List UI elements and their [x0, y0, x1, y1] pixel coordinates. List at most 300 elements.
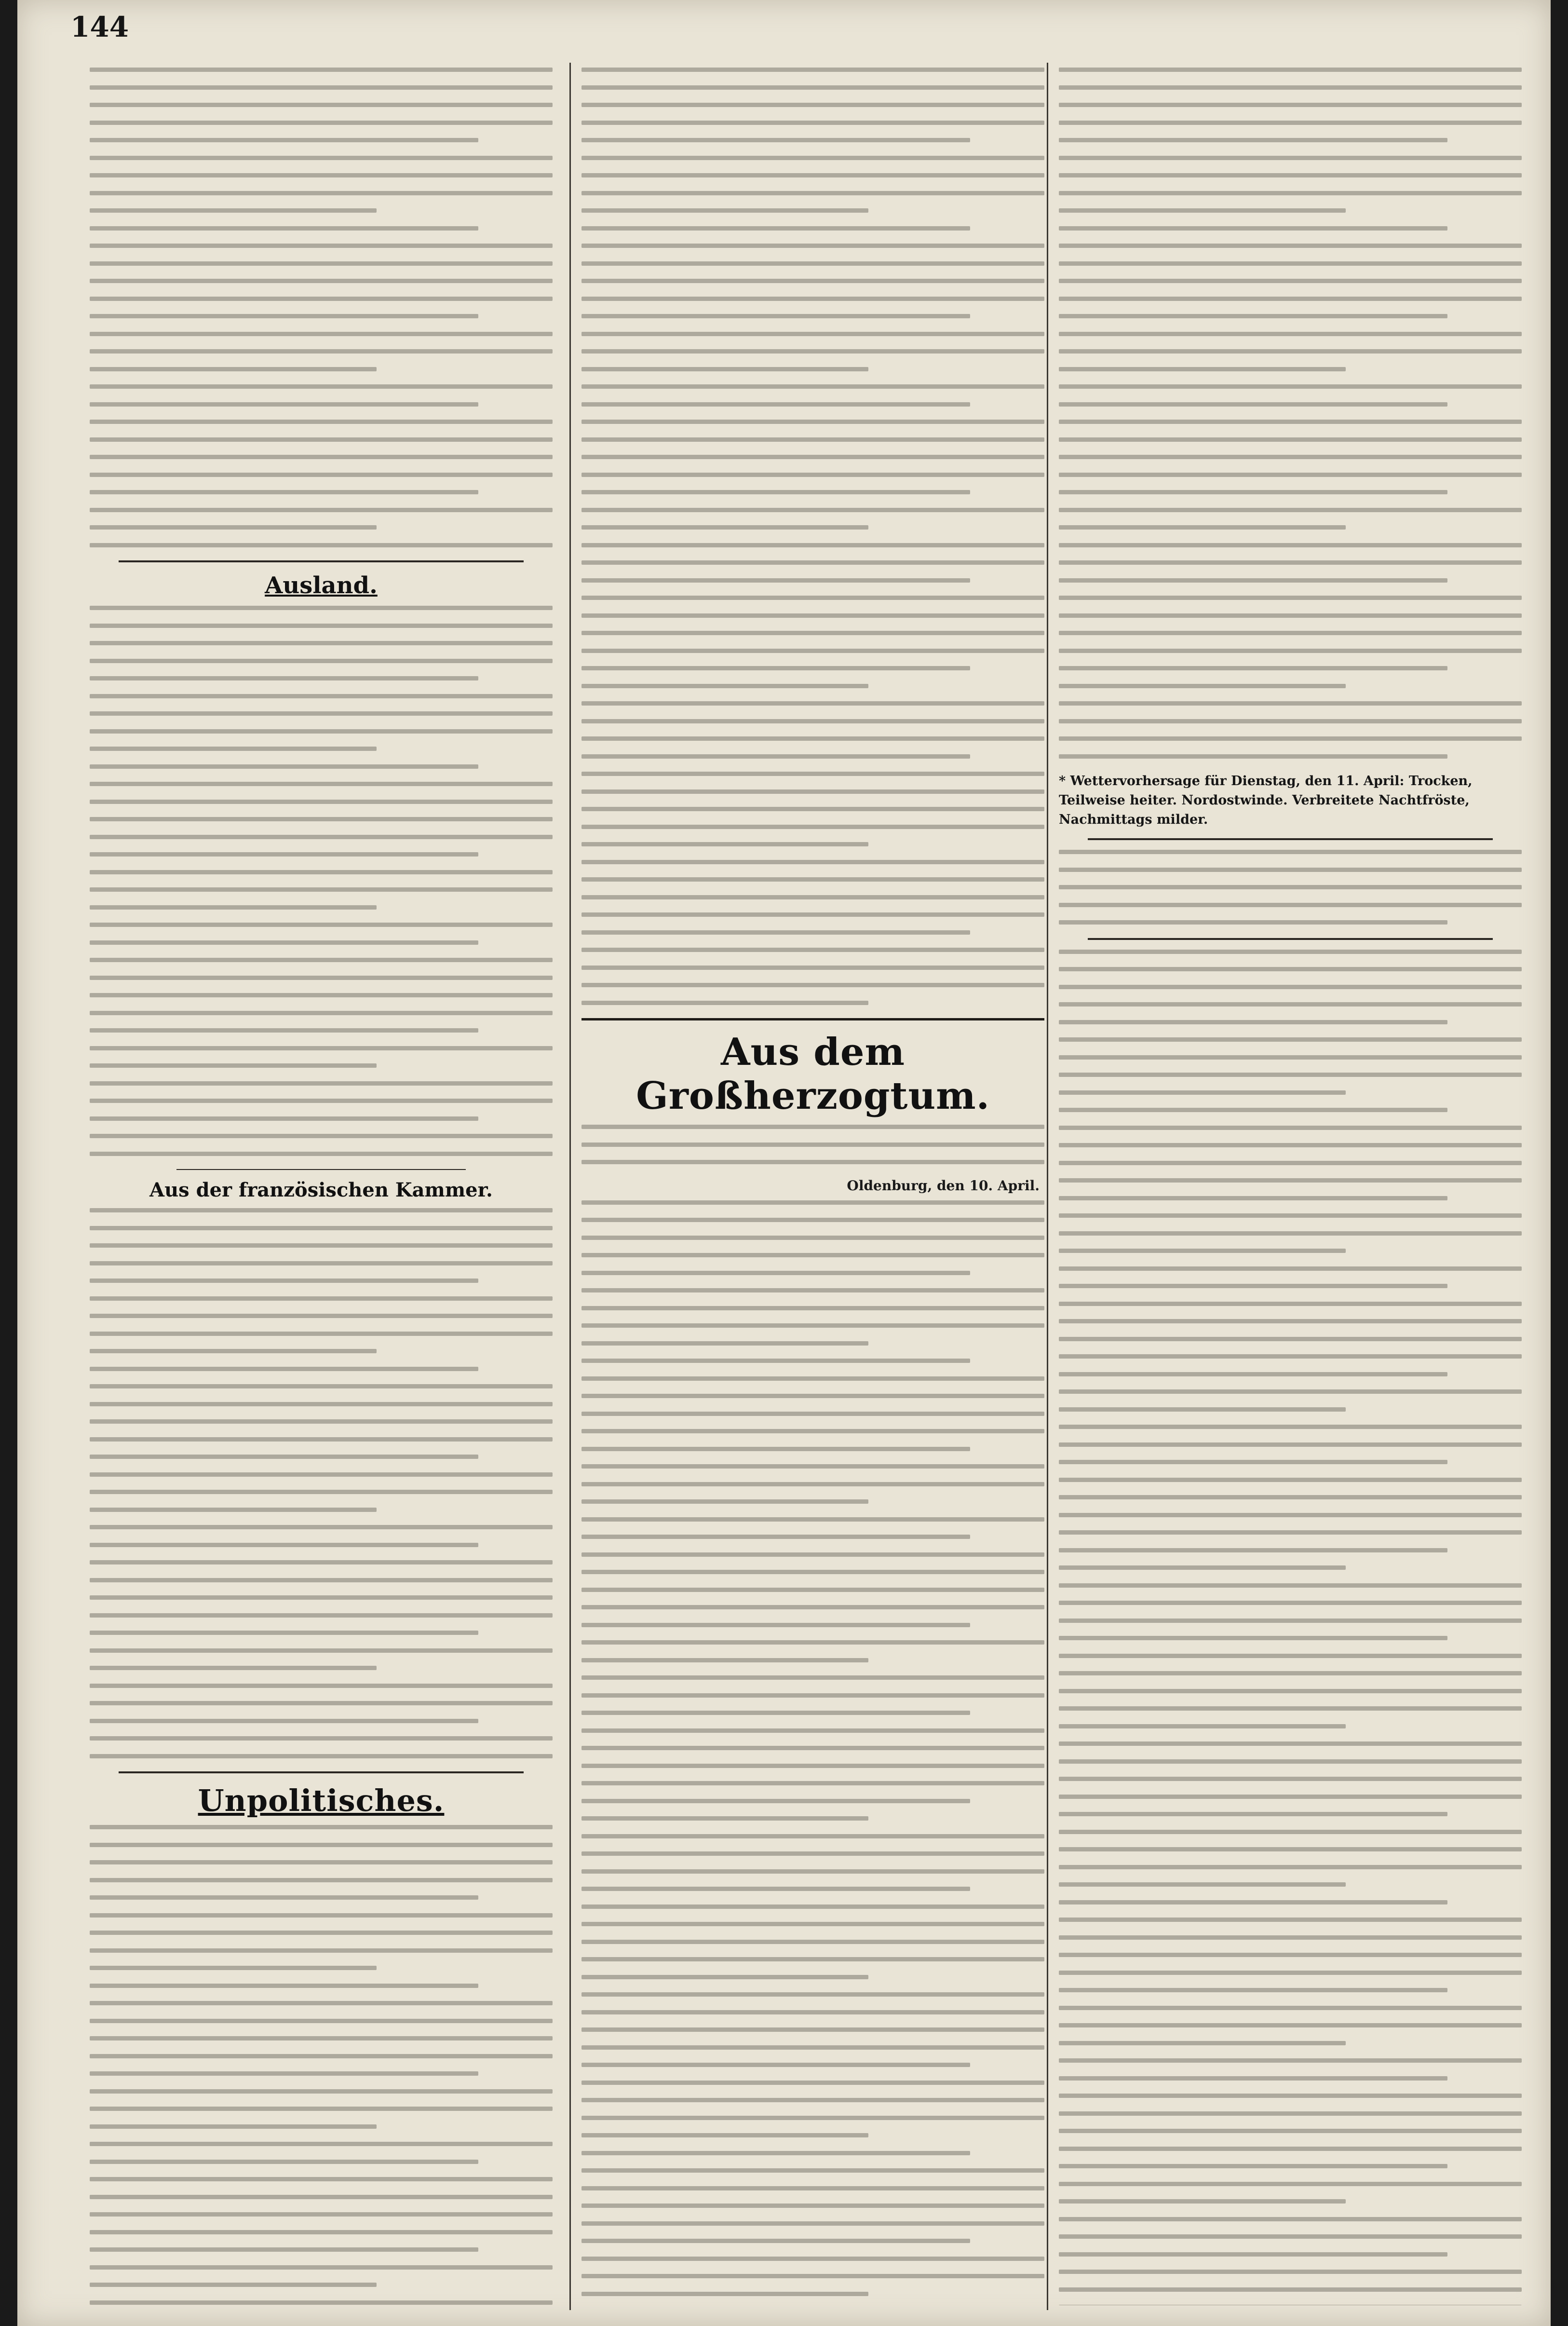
text-line — [90, 2265, 553, 2270]
text-line — [90, 711, 553, 716]
text-line — [90, 2001, 553, 2005]
text-line — [581, 1253, 1044, 1257]
text-line — [1059, 1337, 1522, 1341]
text-line — [1059, 1231, 1522, 1236]
text-line — [581, 1728, 1044, 1733]
text-line — [581, 367, 868, 371]
text-line — [90, 1754, 553, 1758]
text-line — [1059, 420, 1522, 424]
text-line — [581, 1429, 1044, 1433]
text-line — [581, 2010, 1044, 2014]
text-line — [90, 1367, 478, 1371]
text-line — [90, 367, 377, 371]
text-line — [1059, 1900, 1447, 1904]
text-line — [581, 754, 970, 759]
text-line — [1059, 297, 1522, 301]
text-line — [90, 121, 553, 125]
text-line — [1059, 1196, 1447, 1200]
section-divider — [1088, 838, 1493, 840]
text-line — [581, 631, 1044, 635]
newspaper-page — [17, 0, 1551, 2326]
text-line — [90, 1648, 553, 1653]
text-line — [581, 1781, 1044, 1785]
text-line — [581, 1675, 1044, 1680]
text-line — [1059, 2182, 1522, 2186]
text-line — [90, 659, 553, 663]
text-line — [90, 2247, 478, 2252]
text-line — [90, 103, 553, 107]
text-line — [1059, 1759, 1522, 1764]
text-line — [1059, 684, 1346, 688]
text-line — [90, 1525, 553, 1529]
text-line — [1059, 1724, 1346, 1728]
text-line — [1059, 1495, 1522, 1499]
article-text-block — [90, 1208, 553, 1758]
text-line — [1059, 103, 1522, 107]
text-line — [90, 490, 478, 494]
text-line — [90, 156, 553, 160]
text-line — [581, 895, 1044, 899]
text-line — [1059, 349, 1522, 354]
text-line — [581, 121, 1044, 125]
text-line — [90, 1134, 553, 1138]
text-line — [90, 402, 478, 407]
text-line — [581, 1160, 1044, 1164]
text-line — [90, 1152, 553, 1156]
text-line — [90, 1508, 377, 1512]
text-line — [90, 2036, 553, 2040]
text-line — [90, 314, 478, 318]
text-line — [90, 455, 553, 459]
text-line — [1059, 2270, 1522, 2274]
text-line — [90, 138, 478, 142]
text-line — [581, 2098, 1044, 2102]
text-line — [1059, 1478, 1522, 1482]
text-line — [90, 525, 377, 530]
text-line — [1059, 736, 1522, 741]
text-line — [90, 641, 553, 645]
text-line — [1059, 244, 1522, 248]
text-line — [1059, 2058, 1522, 2063]
text-line — [90, 1860, 553, 1864]
text-line — [1059, 2076, 1447, 2081]
text-line — [1059, 560, 1522, 565]
text-line — [581, 473, 1044, 477]
text-line — [581, 332, 1044, 336]
text-line — [581, 437, 1044, 442]
text-line — [581, 490, 970, 494]
text-line — [90, 173, 553, 177]
text-line — [90, 729, 553, 734]
page-number: 144 — [70, 11, 129, 43]
text-line — [90, 958, 553, 962]
text-line — [1059, 1583, 1522, 1588]
text-line — [581, 1711, 970, 1715]
text-line — [90, 2124, 377, 2129]
text-line — [90, 508, 553, 512]
dateline: Oldenburg, den 10. April. — [847, 1177, 1040, 1194]
text-line — [1059, 437, 1522, 442]
text-line — [1059, 1865, 1522, 1869]
text-line — [581, 2274, 1044, 2278]
text-line — [581, 297, 1044, 301]
text-line — [90, 2142, 553, 2146]
text-line — [581, 2081, 1044, 2085]
text-line — [581, 2239, 970, 2243]
article-text-block — [1059, 950, 1522, 2306]
text-line — [1059, 2111, 1522, 2116]
text-line — [581, 1499, 868, 1504]
text-line — [581, 420, 1044, 424]
text-line — [1059, 1460, 1447, 1464]
text-line — [1059, 649, 1522, 653]
text-line — [1059, 1565, 1346, 1570]
text-line — [581, 1200, 1044, 1205]
text-line — [1059, 332, 1522, 336]
text-line — [90, 1913, 553, 1918]
text-line — [1059, 613, 1522, 618]
text-line — [581, 578, 970, 583]
text-line — [90, 1226, 553, 1230]
text-line — [90, 940, 478, 945]
text-line — [90, 1613, 553, 1618]
text-line — [1059, 208, 1346, 213]
text-line — [90, 905, 377, 910]
text-line — [581, 789, 1044, 794]
text-line — [1059, 455, 1522, 459]
text-line — [581, 736, 1044, 741]
text-line — [581, 402, 970, 407]
text-line — [581, 1323, 1044, 1328]
text-line — [1059, 1988, 1447, 1992]
text-line — [581, 349, 1044, 354]
text-line — [1059, 1442, 1522, 1447]
text-line — [90, 1011, 553, 1015]
text-line — [1059, 920, 1447, 925]
text-line — [90, 191, 553, 195]
text-line — [1059, 1354, 1522, 1359]
text-line — [90, 1701, 553, 1705]
text-line — [581, 560, 1044, 565]
text-line — [90, 1560, 553, 1564]
text-line — [581, 1341, 868, 1346]
text-line — [90, 437, 553, 442]
text-line — [90, 1948, 553, 1953]
article-text-block — [90, 68, 553, 547]
text-line — [1059, 1953, 1522, 1957]
text-line — [1059, 543, 1522, 547]
text-line — [1059, 2199, 1346, 2204]
text-line — [90, 261, 553, 266]
text-line — [90, 1595, 553, 1600]
text-line — [581, 156, 1044, 160]
text-line — [581, 2168, 1044, 2173]
text-line — [1059, 2147, 1522, 2151]
weather-forecast: * Wettervorhersage für Dienstag, den 11. April: Trocken, Teilweise heiter. Nordostwinde. Verbreitete Nachtfröste, Nachmittags milder. — [1059, 774, 1473, 827]
text-line — [581, 1834, 1044, 1838]
text-line — [90, 1984, 478, 1988]
text-line — [90, 676, 478, 680]
text-line — [90, 1332, 553, 1336]
text-line — [1059, 508, 1522, 512]
text-line — [581, 649, 1044, 653]
editorial-note — [581, 1125, 1044, 1164]
text-line — [1059, 1777, 1522, 1781]
text-line — [90, 473, 553, 477]
column-divider — [569, 63, 571, 2310]
text-line — [581, 2221, 1044, 2226]
text-line — [90, 2019, 553, 2023]
text-line — [581, 1904, 1044, 1909]
text-line — [90, 870, 553, 874]
text-line — [1059, 473, 1522, 477]
text-line — [90, 1825, 553, 1829]
text-line — [1059, 1847, 1522, 1851]
text-line — [1059, 666, 1447, 670]
text-line — [1059, 903, 1522, 907]
text-line — [1059, 885, 1522, 889]
text-line — [1059, 1407, 1346, 1412]
text-line — [90, 1028, 478, 1033]
section-heading-ausland: Ausland. — [265, 572, 378, 599]
text-line — [90, 2089, 553, 2094]
text-line — [1059, 1108, 1447, 1112]
text-line — [1059, 2164, 1447, 2168]
text-line — [1059, 1090, 1346, 1095]
text-line — [581, 596, 1044, 600]
text-line — [581, 1447, 970, 1451]
text-line — [581, 2186, 1044, 2190]
text-line — [581, 226, 970, 231]
text-line — [90, 1296, 553, 1301]
text-line — [1059, 1073, 1522, 1077]
text-line — [1059, 1143, 1522, 1147]
text-line — [90, 887, 553, 892]
text-line — [90, 1631, 478, 1635]
text-line — [1059, 850, 1522, 854]
text-line — [581, 2257, 1044, 2261]
text-line — [90, 1063, 377, 1068]
text-line — [90, 226, 478, 231]
text-line — [581, 1464, 1044, 1469]
text-line — [90, 384, 553, 389]
text-line — [90, 1455, 478, 1459]
text-line — [1059, 191, 1522, 195]
text-line — [1059, 1795, 1522, 1799]
text-line — [581, 1658, 868, 1662]
text-line — [90, 624, 553, 628]
text-line — [90, 420, 553, 424]
text-line — [1059, 1601, 1522, 1605]
text-line — [1059, 2252, 1447, 2257]
text-line — [1059, 1971, 1522, 1975]
text-line — [90, 543, 553, 547]
text-line — [1059, 967, 1522, 971]
text-line — [1059, 1548, 1447, 1552]
section-heading-grossherzogtum: Aus dem Großherzogtum. — [636, 1030, 990, 1118]
text-line — [90, 332, 553, 336]
text-line — [581, 772, 1044, 776]
text-line — [1059, 985, 1522, 989]
text-line — [90, 1578, 553, 1582]
text-line — [90, 976, 553, 980]
text-line — [1059, 1302, 1522, 1306]
text-line — [581, 2045, 1044, 2050]
text-line — [90, 2071, 478, 2076]
text-line — [581, 666, 970, 670]
text-line — [90, 1208, 553, 1212]
text-line — [1059, 121, 1522, 125]
text-line — [581, 701, 1044, 706]
text-line — [90, 800, 553, 804]
text-line — [1059, 754, 1447, 759]
text-line — [581, 1623, 970, 1627]
text-line — [1059, 279, 1522, 283]
text-line — [1059, 1830, 1522, 1834]
text-line — [90, 694, 553, 698]
text-line — [90, 1314, 553, 1318]
text-line — [581, 1236, 1044, 1240]
text-line — [581, 719, 1044, 723]
text-line — [581, 1271, 970, 1275]
text-line — [1059, 1266, 1522, 1271]
text-line — [90, 2230, 553, 2234]
text-line — [581, 2133, 868, 2137]
text-line — [581, 2063, 970, 2067]
text-line — [1059, 701, 1522, 706]
text-line — [90, 349, 553, 354]
text-line — [581, 684, 868, 688]
text-line — [1059, 173, 1522, 177]
text-line — [90, 2177, 553, 2181]
text-line — [90, 1261, 553, 1265]
section-heading-kammer: Aus der französischen Kammer. — [149, 1179, 493, 1201]
text-line — [1059, 1654, 1522, 1658]
text-line — [90, 2300, 553, 2305]
text-line — [581, 1288, 1044, 1292]
text-line — [1059, 1636, 1447, 1640]
text-line — [581, 2116, 1044, 2120]
text-line — [90, 1878, 553, 1882]
text-line — [581, 191, 1044, 195]
text-line — [581, 2292, 868, 2296]
text-line — [1059, 1020, 1447, 1024]
text-line — [1059, 2217, 1522, 2221]
text-line — [1059, 631, 1522, 635]
text-line — [90, 835, 553, 839]
text-line — [581, 1394, 1044, 1398]
text-line — [1059, 1513, 1522, 1517]
article-text-block — [581, 1200, 1044, 2306]
text-line — [90, 2212, 553, 2217]
text-line — [90, 279, 553, 283]
text-line — [581, 508, 1044, 512]
text-line — [581, 1412, 1044, 1416]
text-line — [90, 817, 553, 821]
text-line — [1059, 868, 1522, 872]
text-line — [581, 948, 1044, 952]
text-line — [1059, 261, 1522, 266]
notice-text-block — [1059, 850, 1522, 925]
text-line — [581, 1693, 1044, 1698]
text-line — [90, 1099, 553, 1103]
text-line — [90, 1684, 553, 1688]
text-line — [581, 173, 1044, 177]
text-line — [1059, 2234, 1522, 2239]
text-line — [581, 1552, 1044, 1557]
text-line — [90, 85, 553, 90]
text-line — [90, 1895, 478, 1900]
text-line — [90, 1116, 478, 1121]
text-line — [90, 1931, 553, 1935]
text-line — [581, 1001, 868, 1005]
text-line — [1059, 226, 1447, 231]
text-line — [581, 860, 1044, 864]
text-line — [1059, 1619, 1522, 1623]
text-line — [581, 1799, 970, 1803]
text-line — [581, 1588, 1044, 1592]
text-line — [1059, 1671, 1522, 1675]
text-line — [90, 1719, 478, 1723]
text-line — [1059, 2287, 1522, 2292]
text-line — [90, 1046, 553, 1050]
section-divider — [581, 1018, 1044, 1020]
text-line — [90, 852, 478, 857]
text-line — [1059, 1882, 1346, 1887]
text-line — [1059, 525, 1346, 530]
article-text-block — [90, 606, 553, 1156]
article-text-block — [90, 1825, 553, 2305]
text-line — [581, 244, 1044, 248]
text-line — [581, 1640, 1044, 1645]
text-line — [581, 807, 1044, 811]
text-line — [581, 1922, 1044, 1926]
text-line — [581, 314, 970, 318]
article-text-block — [581, 68, 1044, 1005]
article-text-block — [1059, 68, 1522, 759]
text-line — [581, 1143, 1044, 1147]
section-divider — [1088, 938, 1493, 940]
text-line — [1059, 719, 1522, 723]
text-line — [90, 208, 377, 213]
text-line — [1059, 1249, 1346, 1253]
text-line — [581, 1376, 1044, 1381]
text-line — [581, 1869, 1044, 1874]
text-line — [90, 1437, 553, 1442]
column-1 — [90, 68, 553, 2305]
text-line — [90, 244, 553, 248]
text-line — [581, 279, 1044, 283]
text-line — [90, 764, 478, 769]
text-line — [581, 825, 1044, 829]
text-line — [90, 2283, 377, 2287]
text-line — [581, 1957, 1044, 1961]
text-line — [1059, 1161, 1522, 1165]
text-line — [581, 208, 868, 213]
text-line — [1059, 2094, 1522, 2098]
text-line — [581, 2027, 1044, 2032]
text-line — [1059, 1178, 1522, 1183]
text-line — [581, 2204, 1044, 2208]
text-line — [1059, 68, 1522, 72]
text-line — [1059, 1319, 1522, 1323]
text-line — [1059, 138, 1447, 142]
column-3 — [1059, 68, 1522, 2305]
text-line — [581, 455, 1044, 459]
text-line — [581, 1306, 1044, 1310]
text-line — [581, 103, 1044, 107]
text-line — [581, 613, 1044, 618]
